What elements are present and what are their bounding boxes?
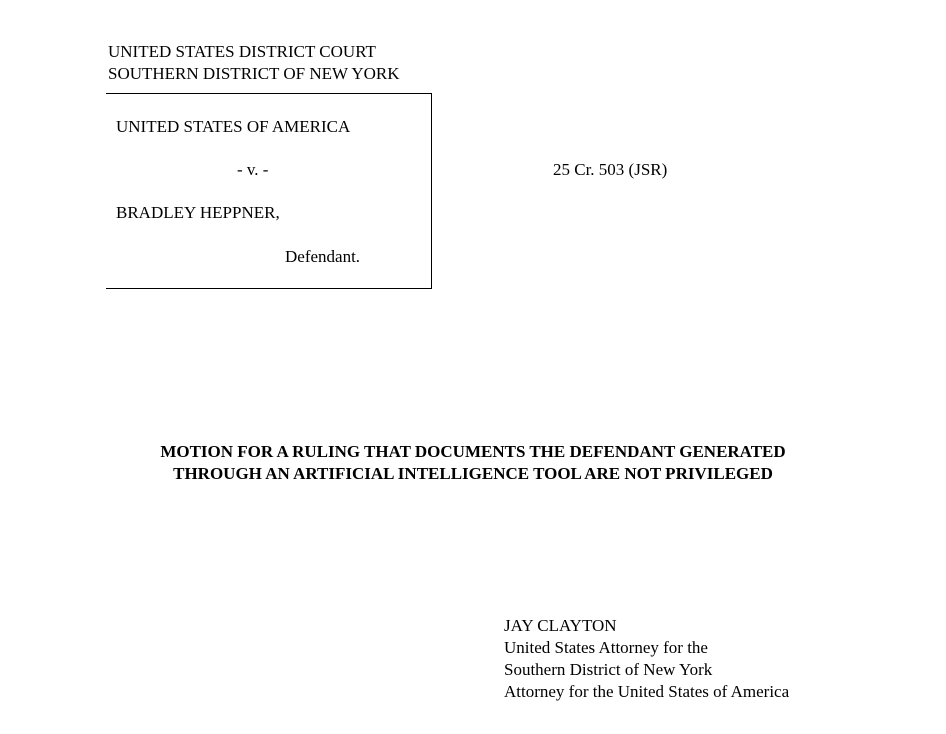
case-caption-box [106,93,432,289]
motion-title-line-1: MOTION FOR A RULING THAT DOCUMENTS THE DEFENDANT GENERATED [160,442,786,461]
court-name: UNITED STATES DISTRICT COURT [108,42,376,61]
signature-block [504,615,789,703]
versus-text: - v. - [237,160,269,179]
defendant-name: BRADLEY HEPPNER, [116,203,280,222]
attorney-name: JAY CLAYTON [504,616,617,635]
court-header [108,41,400,85]
defendant-role: Defendant. [285,247,361,266]
motion-title-line-2: THROUGH AN ARTIFICIAL INTELLIGENCE TOOL ARE NOT PRIVILEGED [173,464,773,483]
plaintiff-name: UNITED STATES OF AMERICA [116,117,351,136]
court-district: SOUTHERN DISTRICT OF NEW YORK [108,64,400,83]
attorney-role: Attorney for the United States of America [504,682,790,701]
case-number: 25 Cr. 503 (JSR) [553,160,668,179]
attorney-district: Southern District of New York [504,660,713,679]
motion-title [0,441,946,485]
attorney-title: United States Attorney for the [504,638,708,657]
